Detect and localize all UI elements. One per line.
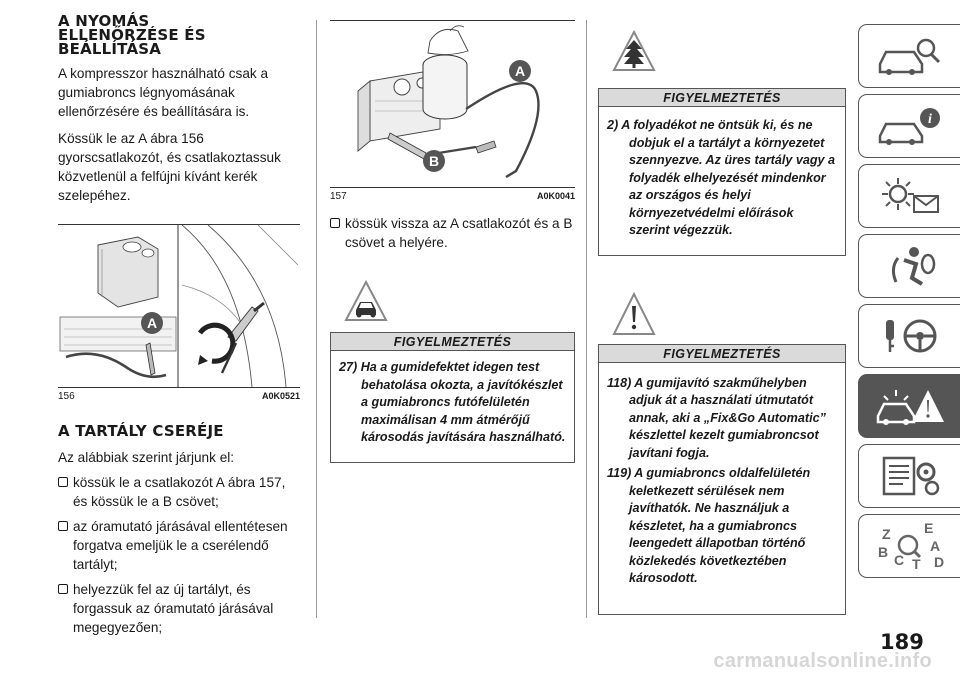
warning-text-box <box>598 363 846 615</box>
tab-knowing-car[interactable] <box>858 24 960 88</box>
list-item: az óramutató járásával ellentétesen forgatva emeljük le a cserélendő tartályt; <box>58 517 300 574</box>
svg-text:B: B <box>877 544 888 560</box>
figure-156 <box>58 224 300 388</box>
tab-warning-lights[interactable] <box>858 164 960 228</box>
label-b: B <box>428 153 440 169</box>
warning-title-bar: FIGYELMEZTETÉS <box>598 88 846 107</box>
column-right <box>598 30 846 615</box>
car-warning-triangle-icon <box>344 280 388 324</box>
chapter-tabs <box>858 24 960 584</box>
car-info-icon <box>874 104 946 148</box>
paragraph-compressor: A kompresszor használható csak a gumiabroncs légnyomásának ellenőrzésére és beállítására is. <box>58 66 269 119</box>
tab-safety[interactable] <box>858 234 960 298</box>
svg-text:T: T <box>911 556 921 571</box>
cartridge-replacement-illustration <box>330 21 575 187</box>
figure-code: A0K0041 <box>536 191 575 201</box>
warning-title-bar: FIGYELMEZTETÉS <box>598 344 846 363</box>
svg-text:E: E <box>923 521 933 536</box>
car-breakdown-icon <box>874 384 946 428</box>
column-divider-left <box>316 20 317 618</box>
figure-157 <box>330 20 575 188</box>
checkbox-bullet-icon <box>58 477 68 487</box>
car-search-icon <box>874 34 946 78</box>
svg-text:A: A <box>929 538 940 554</box>
svg-text:Z: Z <box>881 526 891 542</box>
list-item: helyezzük fel az új tartályt, és forgassuk az óramutató járásával megegyezően; <box>58 580 300 637</box>
paragraph-intro: Az alábbiak szerint járjunk el: <box>58 450 235 465</box>
paragraph-connect: Kössük le az A ábra 156 gyorscsatlakozót, és csatlakoztassuk közvetlenül a felfújni kívánt kerék szelepéhez. <box>58 131 281 203</box>
tab-emergency[interactable] <box>858 374 960 438</box>
section-heading-replace: A TARTÁLY CSERÉJE <box>58 422 224 440</box>
label-a: A <box>514 63 526 79</box>
figure-157-caption <box>330 188 575 202</box>
warning-lights-icon <box>874 174 946 218</box>
figure-code: A0K0521 <box>261 391 300 401</box>
tree-environment-icon <box>612 30 656 74</box>
warning-text-box <box>598 107 846 256</box>
label-a: A <box>146 315 158 331</box>
warning-item: 119) A gumiabroncs oldalfelületén keletkezett sérülések nem javíthatók. Ne használjuk a készletet, ha a gumiabroncs leengedett állapotban történő közlekedés következtében károsodott. <box>607 466 811 585</box>
warning-item: 2) A folyadékot ne öntsük ki, és ne dobjuk el a tartályt a környezetet szennyezve. Az üres tartály vagy a folyadék elhelyezését mindenkor az országos és helyi környezetvédelmi előírások szerint végezzük. <box>607 118 836 237</box>
svg-text:i: i <box>927 112 932 127</box>
list-item: kössük vissza az A csatlakozót és a B csövet a helyére. <box>330 214 575 252</box>
tab-index[interactable] <box>858 514 960 578</box>
figure-number: 157 <box>330 191 347 202</box>
heading-line: BEÁLLÍTÁSA <box>58 40 162 58</box>
checkbox-bullet-icon <box>330 218 340 228</box>
warning-block-27 <box>330 280 575 463</box>
column-divider-right <box>586 20 587 618</box>
airbag-seat-icon <box>874 244 946 288</box>
tab-instruments[interactable] <box>858 94 960 158</box>
alphabetical-index-icon <box>874 521 946 571</box>
list-item: kössük le a csatlakozót A ábra 157, és kössük le a B csövet; <box>58 473 300 511</box>
compressor-valve-illustration <box>58 225 300 387</box>
warning-title-bar: FIGYELMEZTETÉS <box>330 332 575 351</box>
column-left <box>58 14 300 637</box>
warning-block-118-119 <box>598 292 846 615</box>
figure-156-caption <box>58 388 300 402</box>
page-number: 189 <box>880 630 924 654</box>
svg-text:D: D <box>933 554 944 570</box>
checkbox-bullet-icon <box>58 584 68 594</box>
section-heading-pressure <box>58 14 300 56</box>
column-middle <box>330 20 575 463</box>
warning-block-environment <box>598 30 846 256</box>
tab-maintenance[interactable] <box>858 444 960 508</box>
tab-starting-driving[interactable] <box>858 304 960 368</box>
exclamation-warning-icon <box>612 292 656 338</box>
service-maintenance-icon <box>874 454 946 498</box>
watermark: carmanualsonline.info <box>713 650 932 672</box>
heading-line: A NYOMÁS <box>58 12 150 30</box>
warning-item: 118) A gumijavító szakműhelyben adjuk át a használati útmutatót annak, aki a „Fix&Go Automatic” készlettel kezelt gumiabroncsot javítani fogja. <box>607 375 826 460</box>
checkbox-bullet-icon <box>58 521 68 531</box>
svg-text:C: C <box>893 552 904 568</box>
figure-number: 156 <box>58 391 75 402</box>
warning-item: 27) Ha a gumidefektet idegen test behatolása okozta, a javítókészlet a gumiabroncs futófelületén maximálisan 4 mm átmérőjű károsodás javítására használható. <box>339 360 566 444</box>
warning-text-box <box>330 351 575 463</box>
heading-line: ELLENŐRZÉSE ÉS <box>58 26 206 44</box>
key-steering-icon <box>874 314 946 358</box>
